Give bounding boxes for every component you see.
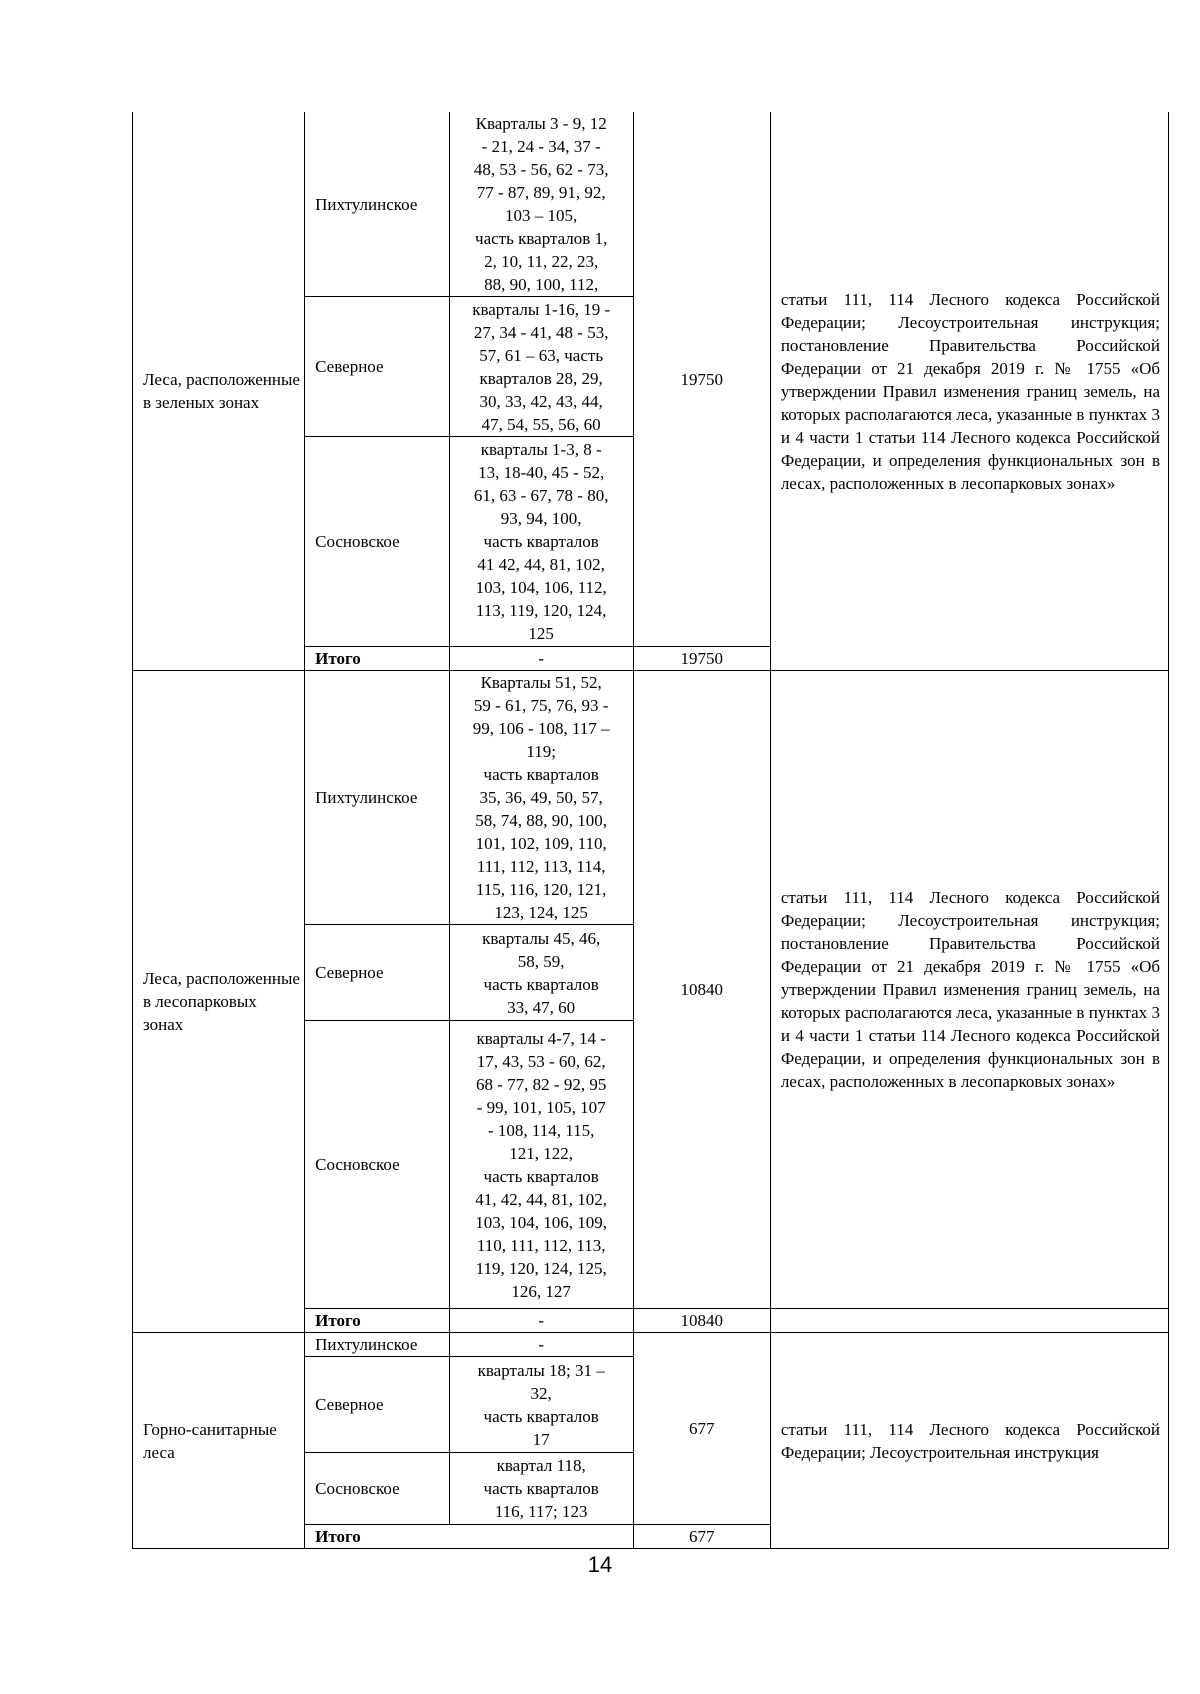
total-area: 19750 (633, 647, 770, 671)
forestry-cell: Пихтулинское (305, 671, 450, 925)
page-number: 14 (587, 1552, 613, 1577)
legal-basis-cell: статьи 111, 114 Лесного кодекса Российской Федерации; Лесоустроительная инструкция; постановление Правительства Российской Федерации от 21 декабря 2019 г. № 1755 «Об утверждении Правил изменения границ земель, на которых располагаются леса, указанные в пунктах 3 и 4 части 1 статьи 114 Лесного кодекса Российской Федерации, и определения функциональных зон в лесах, расположенных в лесопарковых зонах» (770, 671, 1168, 1309)
quarters-cell: кварталы 18; 31 – 32, часть кварталов 17 (449, 1357, 633, 1453)
category-cell: Леса, расположенные в лесопарковых зонах (133, 671, 305, 1333)
quarters-cell: кварталы 1-16, 19 - 27, 34 - 41, 48 - 53, 57, 61 – 63, часть кварталов 28, 29, 30, 33, 42, 43, 44, 47, 54, 55, 56, 60 (449, 297, 633, 437)
category-cell: Леса, расположенные в зеленых зонах (133, 112, 305, 671)
area-cell: 677 (633, 1333, 770, 1525)
forestry-cell: Северное (305, 925, 450, 1021)
forestry-cell: Пихтулинское (305, 112, 450, 297)
table-row (133, 112, 1169, 297)
forestry-cell: Сосновское (305, 1021, 450, 1309)
category-cell: Горно-санитарные леса (133, 1333, 305, 1549)
total-label: Итого (305, 1309, 450, 1333)
forestry-cell: Северное (305, 1357, 450, 1453)
legal-basis-cell: статьи 111, 114 Лесного кодекса Российской Федерации; Лесоустроительная инструкция; постановление Правительства Российской Федерации от 21 декабря 2019 г. № 1755 «Об утверждении Правил изменения границ земель, на которых располагаются леса, указанные в пунктах 3 и 4 части 1 статьи 114 Лесного кодекса Российской Федерации, и определения функциональных зон в лесах, расположенных в лесопарковых зонах» (770, 112, 1168, 671)
area-cell: 10840 (633, 671, 770, 1309)
forestry-cell: Северное (305, 297, 450, 437)
quarters-cell: Кварталы 51, 52, 59 - 61, 75, 76, 93 - 99, 106 - 108, 117 – 119; часть кварталов 35, 36, 49, 50, 57, 58, 74, 88, 90, 100, 101, 102, 109, 110, 111, 112, 113, 114, 115, 116, 120, 121, 123, 124, 125 (449, 671, 633, 925)
area-cell: 19750 (633, 112, 770, 647)
legal-basis-cell (770, 1309, 1168, 1333)
total-area: 10840 (633, 1309, 770, 1333)
total-quarters: - (449, 647, 633, 671)
forestry-cell: Пихтулинское (305, 1333, 450, 1357)
forest-zones-table (132, 112, 1169, 1549)
total-area: 677 (633, 1525, 770, 1549)
forestry-cell: Сосновское (305, 1453, 450, 1525)
quarters-cell: квартал 118, часть кварталов 116, 117; 123 (449, 1453, 633, 1525)
total-quarters: - (449, 1309, 633, 1333)
forestry-cell: Сосновское (305, 437, 450, 647)
quarters-cell: - (449, 1333, 633, 1357)
quarters-cell: кварталы 4-7, 14 - 17, 43, 53 - 60, 62, 68 - 77, 82 - 92, 95 - 99, 101, 105, 107 - 108, 114, 115, 121, 122, часть кварталов 41, 42, 44, 81, 102, 103, 104, 106, 109, 110, 111, 112, 113, 119, 120, 124, 125, 126, 127 (449, 1021, 633, 1309)
quarters-cell: кварталы 45, 46, 58, 59, часть кварталов 33, 47, 60 (449, 925, 633, 1021)
total-label: Итого (305, 1525, 633, 1549)
table-row (133, 1333, 1169, 1357)
table-row (133, 671, 1169, 925)
total-label: Итого (305, 647, 450, 671)
quarters-cell: кварталы 1-3, 8 - 13, 18-40, 45 - 52, 61, 63 - 67, 78 - 80, 93, 94, 100, часть кварталов 41 42, 44, 81, 102, 103, 104, 106, 112, 113, 119, 120, 124, 125 (449, 437, 633, 647)
legal-basis-cell: статьи 111, 114 Лесного кодекса Российской Федерации; Лесоустроительная инструкция (770, 1333, 1168, 1549)
quarters-cell: Кварталы 3 - 9, 12 - 21, 24 - 34, 37 - 48, 53 - 56, 62 - 73, 77 - 87, 89, 91, 92, 103 – 105, часть кварталов 1, 2, 10, 11, 22, 23, 88, 90, 100, 112, (449, 112, 633, 297)
